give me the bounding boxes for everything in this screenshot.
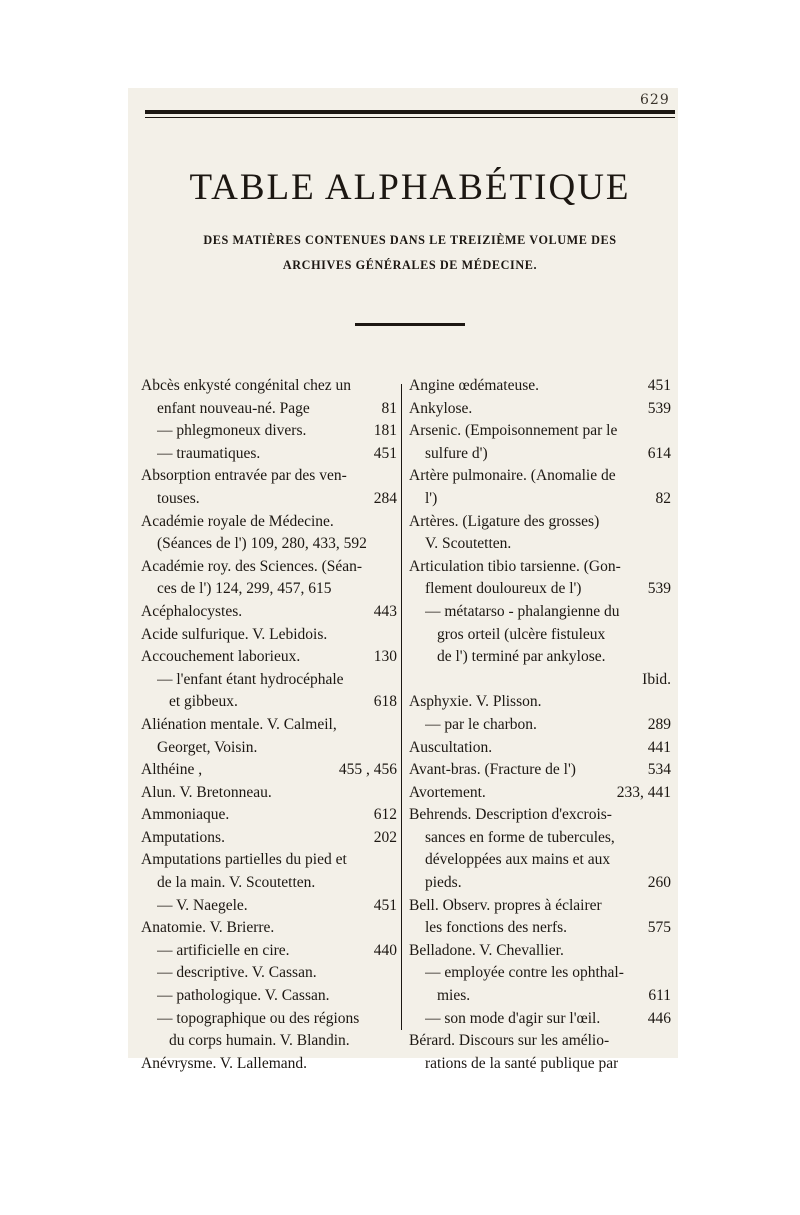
- index-entry: [141, 443, 397, 466]
- entry-page-number: 441: [647, 738, 671, 756]
- index-entry: [409, 872, 671, 895]
- index-entry: [409, 895, 671, 918]
- entry-text: les fonctions des nerfs.: [425, 919, 568, 937]
- entry-text: flement douloureux de l'): [425, 580, 582, 598]
- index-column-left: [141, 375, 397, 1075]
- index-entry: [409, 782, 671, 805]
- column-divider: [401, 384, 402, 1030]
- entry-page-number: [665, 804, 671, 827]
- index-entry: [141, 1030, 397, 1053]
- index-entry: [409, 669, 671, 692]
- entry-page-number: 130: [373, 648, 397, 666]
- entry-page-number: 618: [373, 693, 397, 711]
- entry-page-number: [391, 849, 397, 872]
- entry-text: Anévrysme. V. Lallemand.: [141, 1054, 308, 1072]
- entry-page-number: 612: [373, 806, 397, 824]
- index-entry: [409, 533, 671, 556]
- index-entry: [409, 624, 671, 647]
- entry-text: — par le charbon.: [425, 715, 537, 733]
- header-rule-thin: [145, 117, 675, 118]
- index-entry: [141, 804, 397, 827]
- entry-page-number: 440: [373, 941, 397, 959]
- entry-page-number: [391, 669, 397, 692]
- index-entry: [141, 895, 397, 918]
- entry-page-number: [665, 646, 671, 669]
- index-entry: [409, 465, 671, 488]
- entry-text: et gibbeux.: [169, 693, 238, 711]
- index-entry: [409, 849, 671, 872]
- index-entry: [141, 714, 397, 737]
- entry-text: rations de la santé publique par: [425, 1054, 619, 1072]
- entry-page-number: 451: [373, 444, 397, 462]
- index-entry: [409, 759, 671, 782]
- entry-text: Aliénation mentale. V. Calmeil,: [141, 715, 337, 733]
- entry-text: de l') terminé par ankylose.: [437, 648, 606, 666]
- index-entry: [141, 737, 397, 760]
- index-entry: [141, 646, 397, 669]
- subtitle-line-2: ARCHIVES GÉNÉRALES DE MÉDECINE.: [282, 258, 538, 272]
- entry-page-number: [391, 511, 397, 534]
- entry-page-number: [665, 511, 671, 534]
- entry-text: Absorption entravée par des ven-: [141, 467, 347, 485]
- index-entry: [409, 375, 671, 398]
- entry-text: Asphyxie. V. Plisson.: [409, 693, 542, 711]
- index-entry: [141, 578, 397, 601]
- entry-page-number: [391, 624, 397, 647]
- entry-page-number: [391, 985, 397, 1008]
- entry-page-number: [665, 465, 671, 488]
- index-entry: [141, 759, 397, 782]
- index-entry: [409, 1053, 671, 1076]
- index-entry: [409, 511, 671, 534]
- index-entry: [141, 398, 397, 421]
- index-entry: [409, 398, 671, 421]
- page-subtitle: [148, 228, 672, 278]
- entry-text: Amputations partielles du pied et: [141, 851, 347, 869]
- entry-text: Alun. V. Bretonneau.: [141, 783, 272, 801]
- entry-text: Abcès enkysté congénital chez un: [141, 377, 352, 394]
- index-entry: [141, 533, 397, 556]
- entry-text: — artificielle en cire.: [157, 941, 290, 959]
- entry-page-number: 575: [647, 919, 671, 937]
- index-entry: [141, 1053, 397, 1076]
- index-entry: [141, 849, 397, 872]
- entry-page-number: 289: [647, 715, 671, 733]
- index-entry: [141, 962, 397, 985]
- entry-page-number: [665, 849, 671, 872]
- entry-text: Amputations.: [141, 828, 225, 846]
- index-entry: [409, 962, 671, 985]
- index-entry: [409, 1030, 671, 1053]
- index-entry: [409, 940, 671, 963]
- entry-page-number: [391, 556, 397, 579]
- index-entry: [141, 827, 397, 850]
- entry-text: V. Scoutetten.: [425, 535, 512, 553]
- entry-page-number: 446: [647, 1009, 671, 1027]
- entry-text: du corps humain. V. Blandin.: [169, 1032, 350, 1050]
- entry-page-number: [665, 895, 671, 918]
- entry-text: Behrends. Description d'excrois-: [409, 806, 612, 824]
- index-entry: [141, 488, 397, 511]
- index-entry: [409, 827, 671, 850]
- index-entry: [409, 737, 671, 760]
- entry-text: développées aux mains et aux: [425, 851, 611, 869]
- entry-text: mies.: [437, 987, 471, 1005]
- index-entry: [141, 624, 397, 647]
- entry-page-number: [391, 578, 397, 601]
- entry-text: l'): [425, 489, 438, 507]
- index-entry: [141, 985, 397, 1008]
- entry-text: — phlegmoneux divers.: [157, 422, 307, 440]
- entry-text: gros orteil (ulcère fistuleux: [437, 625, 606, 643]
- index-entry: [409, 804, 671, 827]
- entry-page-number: 260: [647, 874, 671, 892]
- entry-text: Georget, Voisin.: [157, 738, 258, 756]
- entry-page-number: [391, 872, 397, 895]
- page-title: TABLE ALPHABÉTIQUE: [189, 167, 631, 208]
- entry-text: — métatarso - phalangienne du: [425, 602, 620, 620]
- index-entry: [141, 940, 397, 963]
- index-entry: [409, 578, 671, 601]
- entry-page-number: [665, 624, 671, 647]
- entry-text: Artères. (Ligature des grosses): [409, 512, 600, 530]
- entry-text: Articulation tibio tarsienne. (Gon-: [409, 557, 621, 575]
- entry-text: — V. Naegele.: [157, 896, 248, 914]
- entry-text: Ankylose.: [409, 399, 473, 417]
- index-entry: [409, 601, 671, 624]
- index-entry: [409, 917, 671, 940]
- entry-page-number: 82: [655, 489, 671, 507]
- entry-text: Avant-bras. (Fracture de l'): [409, 761, 576, 779]
- entry-page-number: 455 , 456: [338, 761, 397, 779]
- entry-page-number: [391, 714, 397, 737]
- entry-text: Bell. Observ. propres à éclairer: [409, 896, 602, 914]
- entry-page-number: 284: [373, 489, 397, 507]
- entry-text: Belladone. V. Chevallier.: [409, 941, 564, 959]
- entry-page-number: [665, 601, 671, 624]
- entry-text: — l'enfant étant hydrocéphale: [157, 670, 344, 688]
- entry-text: Althéine ,: [141, 761, 203, 779]
- index-entry: [141, 375, 397, 398]
- entry-page-number: 451: [647, 377, 671, 394]
- entry-page-number: 539: [647, 399, 671, 417]
- index-entry: [141, 420, 397, 443]
- index-entry: [141, 669, 397, 692]
- entry-text: — traumatiques.: [157, 444, 261, 462]
- index-entry: [141, 691, 397, 714]
- entry-text: Angine œdémateuse.: [409, 377, 539, 394]
- entry-page-number: [391, 782, 397, 805]
- entry-page-number: [391, 1053, 397, 1076]
- entry-text: Artère pulmonaire. (Anomalie de: [409, 467, 616, 485]
- index-entry: [409, 985, 671, 1008]
- index-entry: [409, 646, 671, 669]
- index-entry: [141, 1008, 397, 1031]
- entry-page-number: [391, 533, 397, 556]
- entry-text: Auscultation.: [409, 738, 493, 756]
- entry-text: Accouchement laborieux.: [141, 648, 301, 666]
- entry-page-number: [665, 691, 671, 714]
- index-entry: [409, 488, 671, 511]
- index-entry: [141, 511, 397, 534]
- entry-text: sulfure d'): [425, 444, 488, 462]
- subtitle-line-1: DES MATIÈRES CONTENUES DANS LE TREIZIÈME VOLUME DES: [203, 233, 617, 247]
- index-entry: [141, 601, 397, 624]
- index-entry: [409, 556, 671, 579]
- entry-page-number: 614: [647, 444, 671, 462]
- index-entry: [141, 782, 397, 805]
- entry-text: — descriptive. V. Cassan.: [157, 964, 317, 982]
- entry-page-number: [665, 1030, 671, 1053]
- index-column-right: [409, 375, 671, 1075]
- entry-text: Anatomie. V. Brierre.: [141, 919, 275, 937]
- entry-page-number: [665, 1053, 671, 1076]
- entry-text: Avortement.: [409, 783, 486, 801]
- entry-page-number: 233, 441: [616, 783, 671, 801]
- entry-page-number: [665, 533, 671, 556]
- entry-page-number: [391, 962, 397, 985]
- entry-page-number: [391, 737, 397, 760]
- entry-page-number: 539: [647, 580, 671, 598]
- index-entry: [409, 443, 671, 466]
- entry-text: Acide sulfurique. V. Lebidois.: [141, 625, 328, 643]
- entry-text: Acéphalocystes.: [141, 602, 243, 620]
- entry-page-number: 81: [381, 399, 397, 417]
- entry-text: sances en forme de tubercules,: [425, 828, 615, 846]
- entry-page-number: Ibid.: [642, 670, 671, 688]
- entry-page-number: [391, 465, 397, 488]
- entry-page-number: 534: [647, 761, 671, 779]
- entry-page-number: [665, 556, 671, 579]
- entry-page-number: 451: [373, 896, 397, 914]
- index-entry: [409, 420, 671, 443]
- index-entry: [141, 556, 397, 579]
- index-entry: [409, 714, 671, 737]
- entry-text: — topographique ou des régions: [157, 1009, 360, 1027]
- entry-text: — employée contre les ophthal-: [425, 964, 624, 982]
- entry-page-number: [391, 917, 397, 940]
- entry-page-number: [665, 420, 671, 443]
- entry-text: Bérard. Discours sur les amélio-: [409, 1032, 610, 1050]
- entry-text: Ammoniaque.: [141, 806, 230, 824]
- entry-page-number: [665, 962, 671, 985]
- entry-page-number: 611: [648, 987, 671, 1005]
- entry-text: — pathologique. V. Cassan.: [157, 987, 330, 1005]
- entry-text: ces de l') 124, 299, 457, 615: [157, 580, 332, 598]
- entry-page-number: [391, 1030, 397, 1053]
- entry-page-number: [665, 827, 671, 850]
- entry-text: enfant nouveau-né. Page: [157, 399, 310, 417]
- entry-page-number: [391, 1008, 397, 1031]
- index-entry: [141, 465, 397, 488]
- entry-text: Académie roy. des Sciences. (Séan-: [141, 557, 363, 575]
- entry-page-number: [665, 940, 671, 963]
- entry-text: Arsenic. (Empoisonnement par le: [409, 422, 618, 440]
- index-entry: [141, 917, 397, 940]
- header-rule: [145, 110, 675, 114]
- entry-page-number: 181: [373, 422, 397, 440]
- entry-page-number: 443: [373, 602, 397, 620]
- entry-text: Académie royale de Médecine.: [141, 512, 334, 530]
- index-entry: [409, 691, 671, 714]
- entry-text: de la main. V. Scoutetten.: [157, 874, 316, 892]
- index-entry: [141, 872, 397, 895]
- entry-text: — son mode d'agir sur l'œil.: [425, 1009, 601, 1027]
- entry-page-number: [391, 375, 397, 398]
- index-entry: [409, 1008, 671, 1031]
- title-divider: [355, 323, 465, 326]
- entry-text: touses.: [157, 489, 200, 507]
- entry-text: pieds.: [425, 874, 462, 892]
- entry-page-number: 202: [373, 828, 397, 846]
- entry-text: (Séances de l') 109, 280, 433, 592: [157, 535, 367, 553]
- page-number: 629: [640, 92, 670, 108]
